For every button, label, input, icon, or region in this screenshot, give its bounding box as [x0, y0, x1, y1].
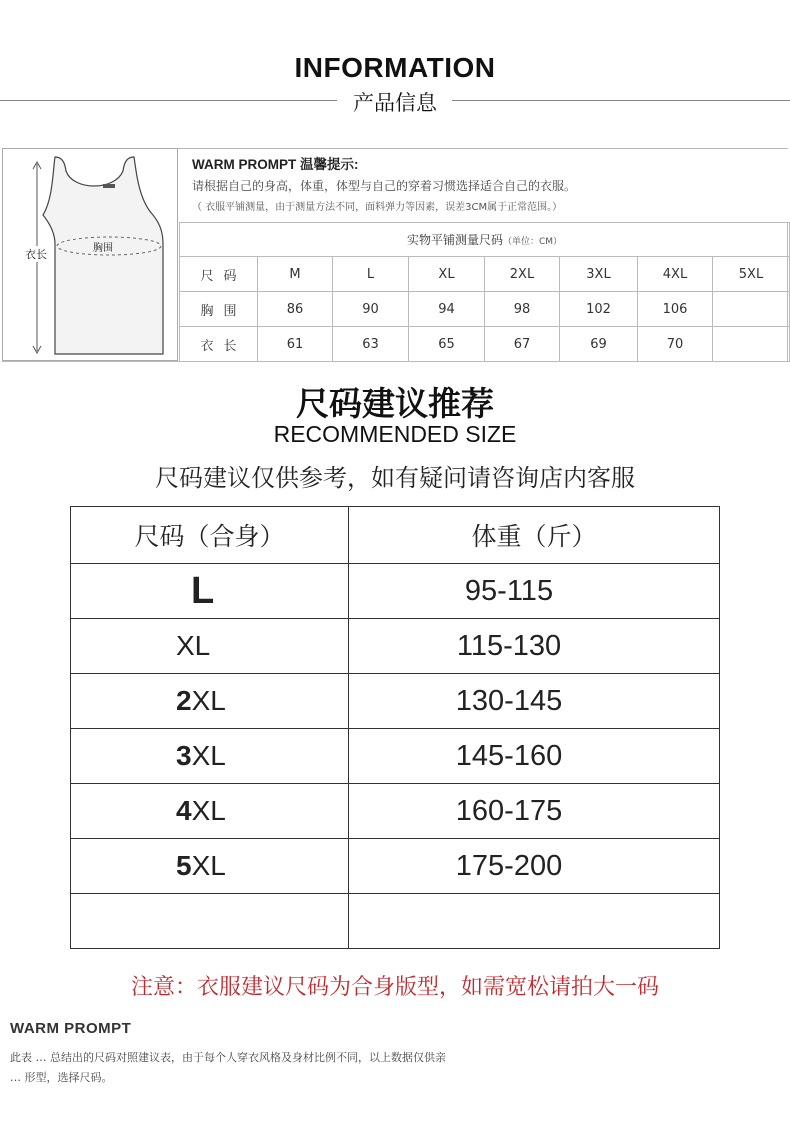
- table-row: [71, 894, 720, 949]
- footer-heading: WARM PROMPT: [10, 1020, 132, 1037]
- size-prefix: 2: [176, 685, 192, 716]
- weight-cell: 95-115: [349, 564, 720, 619]
- size-value: XL: [191, 740, 226, 771]
- chest-label: 胸围: [93, 243, 113, 254]
- chest-cell: 86: [258, 292, 333, 327]
- size-row-label: 尺码: [180, 257, 258, 292]
- page-subtitle: 产品信息: [353, 91, 437, 115]
- weight-cell: 115-130: [349, 619, 720, 674]
- size-cell: [71, 894, 349, 949]
- measurement-caption: [180, 223, 790, 257]
- size-cell: [71, 619, 349, 674]
- weight-cell: [349, 894, 720, 949]
- chest-cell: 98: [485, 292, 560, 327]
- size-cell: [71, 674, 349, 729]
- size-prefix: 4: [176, 795, 192, 826]
- table-row: [71, 784, 720, 839]
- measurement-table: [179, 222, 790, 362]
- size-value: L: [191, 569, 215, 612]
- weight-cell: 175-200: [349, 839, 720, 894]
- size-value: XL: [191, 850, 226, 881]
- size-header-cell: 5XL: [713, 257, 790, 292]
- size-header-cell: 3XL: [560, 257, 638, 292]
- size-recommendation-table: [70, 506, 720, 949]
- chest-row-label: 胸围: [180, 292, 258, 327]
- length-label: 衣长: [25, 248, 47, 261]
- chest-cell: 106: [638, 292, 713, 327]
- length-row-label: 衣长: [180, 327, 258, 362]
- footer-line1: 此表 … 总结出的尺码对照建议表，由于每个人穿衣风格及身材比例不同，以上数据仅供亲: [10, 1051, 446, 1064]
- table-row: [71, 564, 720, 619]
- page-title: INFORMATION: [294, 52, 496, 83]
- weight-cell: 130-145: [349, 674, 720, 729]
- warm-prompt-line1: 请根据自己的身高，体重，体型与自己的穿着习惯选择适合自己的衣服。: [192, 179, 577, 193]
- col-header-size: 尺码（合身）: [71, 507, 349, 564]
- length-cell: 69: [560, 327, 638, 362]
- recommendation-title: 尺码建议推荐: [296, 384, 494, 423]
- table-row: [71, 674, 720, 729]
- size-cell: [71, 564, 349, 619]
- size-cell: [71, 729, 349, 784]
- measurement-unit: （单位：CM）: [502, 237, 563, 247]
- weight-cell: 160-175: [349, 784, 720, 839]
- size-cell: [71, 839, 349, 894]
- recommendation-subtitle: RECOMMENDED SIZE: [273, 421, 517, 447]
- size-header-cell: 4XL: [638, 257, 713, 292]
- chest-cell: 90: [333, 292, 409, 327]
- size-prefix: 5: [176, 850, 192, 881]
- size-header-cell: 2XL: [485, 257, 560, 292]
- length-cell: 65: [409, 327, 485, 362]
- chest-cell: 94: [409, 292, 485, 327]
- length-cell: 61: [258, 327, 333, 362]
- length-cell: [713, 327, 790, 362]
- table-row: [71, 839, 720, 894]
- garment-diagram: [2, 148, 178, 361]
- size-header-cell: XL: [409, 257, 485, 292]
- size-header-cell: M: [258, 257, 333, 292]
- weight-cell: 145-160: [349, 729, 720, 784]
- length-cell: 67: [485, 327, 560, 362]
- size-header-cell: L: [333, 257, 409, 292]
- footer-line2: … 形型，选择尺码。: [10, 1071, 113, 1084]
- sizing-notice: 注意：衣服建议尺码为合身版型，如需宽松请拍大一码: [130, 975, 659, 1000]
- chest-cell: [713, 292, 790, 327]
- warm-prompt-line2: （ 衣服平铺测量，由于测量方法不同，面料弹力等因素，误差3CM属于正常范围。）: [192, 202, 563, 213]
- size-cell: [71, 784, 349, 839]
- warm-prompt-title: WARM PROMPT 温馨提示:: [192, 157, 359, 172]
- measurement-caption-text: 实物平铺测量尺码: [406, 233, 503, 247]
- recommendation-note: 尺码建议仅供参考，如有疑问请咨询店内客服: [155, 464, 635, 492]
- chest-cell: 102: [560, 292, 638, 327]
- size-value: XL: [176, 630, 211, 661]
- length-cell: 63: [333, 327, 409, 362]
- table-row: [71, 729, 720, 784]
- size-prefix: 3: [176, 740, 192, 771]
- length-cell: 70: [638, 327, 713, 362]
- table-row: [71, 619, 720, 674]
- size-value: XL: [191, 685, 226, 716]
- col-header-weight: 体重（斤）: [349, 507, 720, 564]
- size-value: XL: [191, 795, 226, 826]
